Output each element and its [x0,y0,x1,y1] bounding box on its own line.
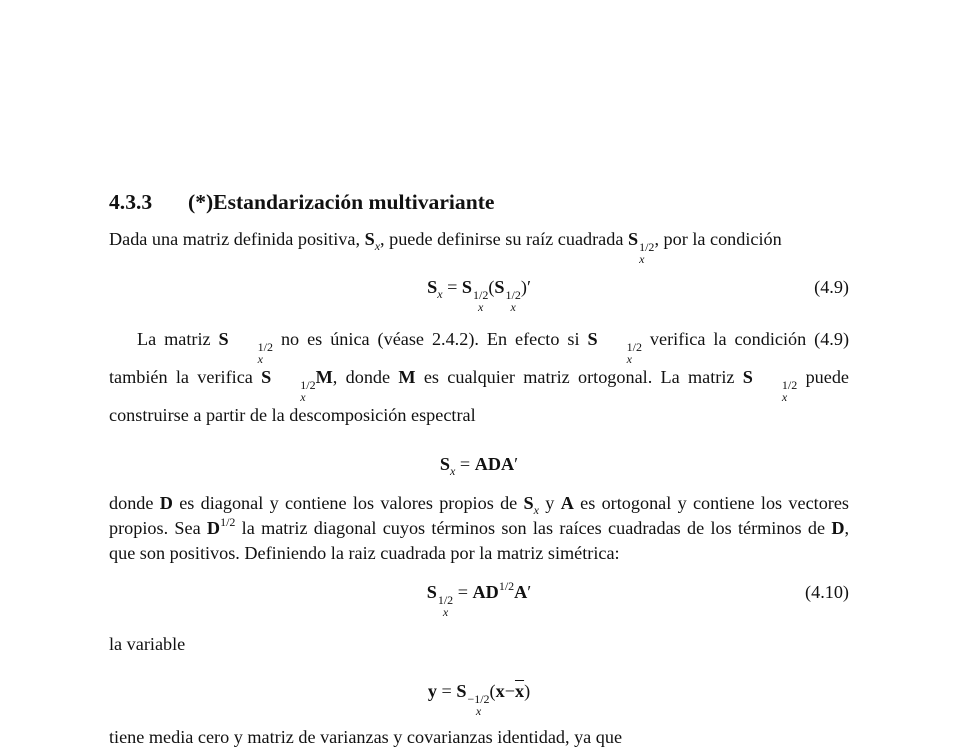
math-supsub: 1/2 x [639,240,655,266]
section-title: (*)Estandarización multivariante [188,190,495,214]
paragraph-diagonal: donde D es diagonal y contiene los valores propios de $S_x$ y A es ortogonal y contiene los vectores propios. Sea $D^{1/2}$ la matriz diagonal cuyos términos son las raíces cuadradas de los términos de D, que son positivos. Definiendo la raiz cuadrada por la matriz simétrica: [109,493,850,563]
page-content [109,188,850,747]
equation-4-9: $S_x = S$ 1/2 x (S 1/2 x )′ (4.9) [427,277,849,314]
equation-standardized: y = S −1/2 x $(x-\overline{x})$ [427,681,531,718]
equation-4-10: S 1/2 x = $AD^{1/2}A'$ (4.10) [426,579,849,619]
math-symbol: S [364,229,375,249]
equation-number: (4.9) [814,277,849,297]
section-heading [109,188,849,216]
equation-number: (4.10) [805,582,849,602]
math-symbol: S [627,229,639,249]
paragraph-uniqueness: La matriz S 1/2 x no es única (véase 2.4.2). En efecto si S 1/2 x verifica la condición (4.9) también la verifica S 1/2 x M, donde M es cualquier matriz ortogonal. La matriz S 1/2 x puede construirse a partir de la descomposición espectral [109,329,850,425]
text-run: Dada una matriz definida positiva, [109,229,365,249]
paragraph-intro [109,227,849,265]
paragraph-cutoff: tiene media cero y matriz de varianzas y covarianzas identidad, ya que [109,727,623,747]
section-number: 4.3.3 [109,190,153,214]
equation-spectral: $S_x = ADA'$ [439,454,519,478]
text-run: , puede definirse su raíz cuadrada [380,229,628,249]
paragraph-variable: la variable [109,634,186,654]
math-subscript: x [374,239,381,253]
text-run: , por la condición [654,229,782,249]
